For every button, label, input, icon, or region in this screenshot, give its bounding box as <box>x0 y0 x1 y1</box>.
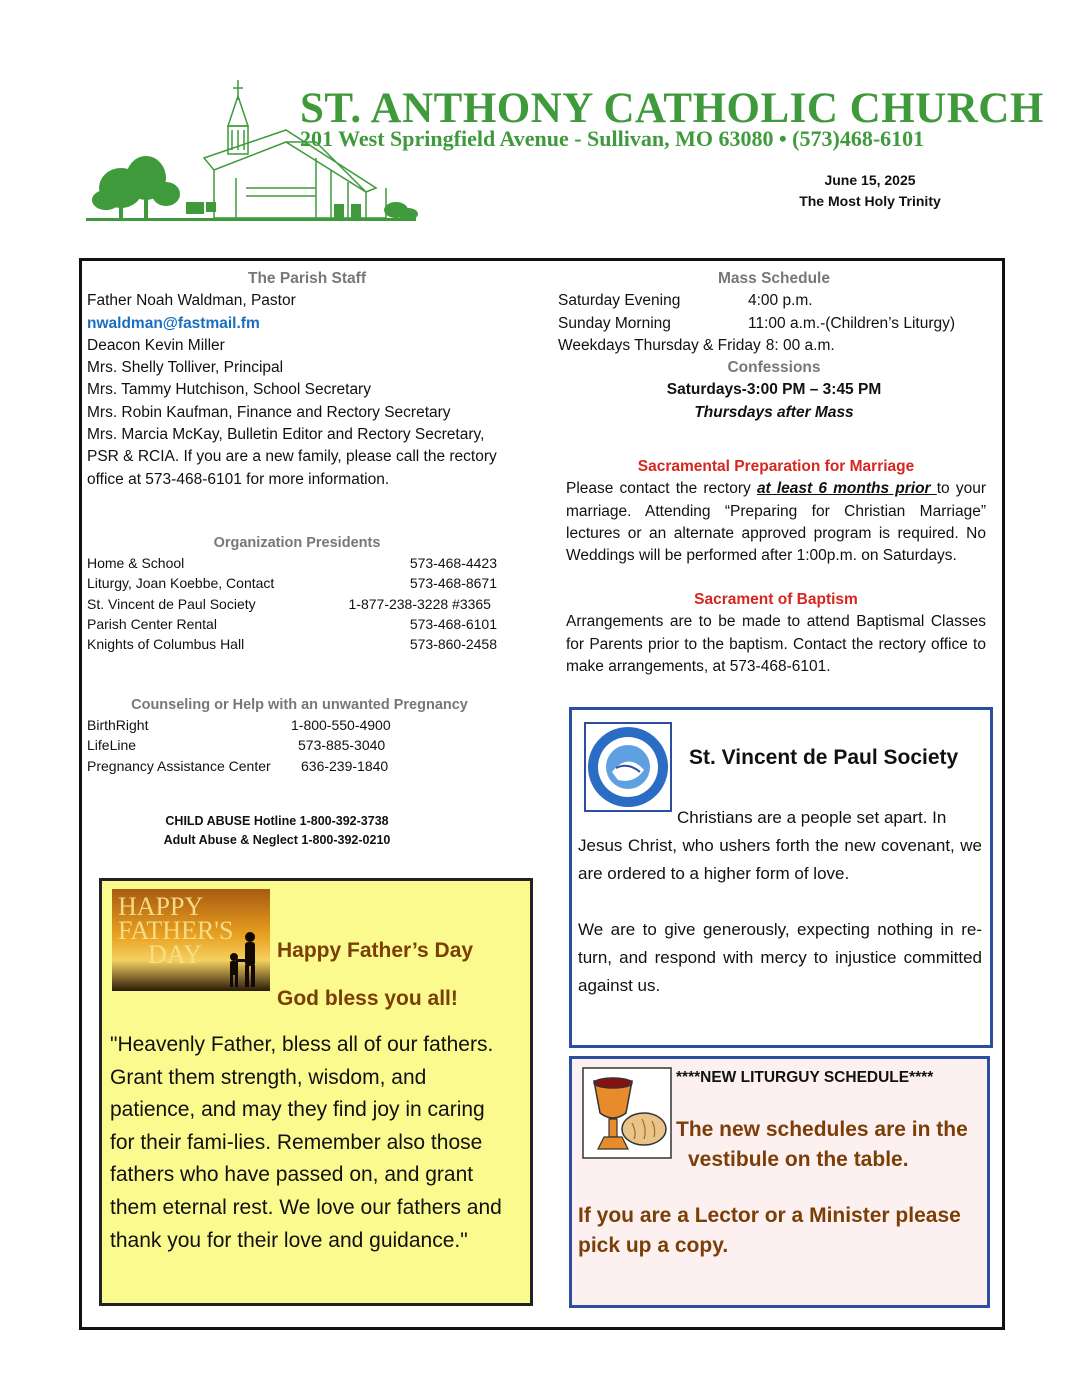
liturgy-schedule-box <box>569 1056 990 1308</box>
liturgy-heading: ****NEW LITURGUY SCHEDULE**** <box>676 1069 934 1086</box>
svdp-paragraph-1: Jesus Christ, who ushers forth the new covenant, we are ordered to a higher form of love. <box>578 836 982 883</box>
staff-heading: The Parish Staff <box>248 270 366 287</box>
organizations-heading: Organization Presidents <box>213 535 381 551</box>
fathers-day-box <box>99 878 533 1306</box>
staff-line: Father Noah Waldman, Pastor <box>87 292 296 310</box>
fathers-day-prayer: "Heavenly Father, bless all of our fathers. Grant them strength, wisdom, and patience, and may they find joy in caring for their fami-lies. Remember also those fathers who have passed on, and grant them eternal rest. We love our fathers and thank you for their love and guidance." <box>110 1033 502 1252</box>
confessions-saturday: Saturdays-3:00 PM – 3:45 PM <box>666 381 882 399</box>
confessions-thursday: Thursdays after Mass <box>694 403 854 421</box>
list-item: Weekdays Thursday & Friday 8: 00 a.m. <box>558 336 835 354</box>
church-address: 201 West Springfield Avenue - Sullivan, MO 63080 • (573)468-6101 <box>300 126 925 151</box>
list-item: Sunday Morning 11:00 a.m.-(Children’s Liturgy) <box>558 314 956 332</box>
baptism-section <box>566 589 986 678</box>
baptism-text: Arrangements are to be made to attend Baptismal Classes for Parents prior to the baptism. Contact the rectory office to make arrangements, at 573-468-6101. <box>566 613 986 675</box>
liturgy-line-2: vestibule on the table. <box>688 1148 909 1171</box>
fathers-day-title: Happy Father’s Day <box>277 939 474 962</box>
list-item: St. Vincent de Paul Society 1-877-238-3228 #3365 <box>87 595 491 612</box>
adult-abuse-hotline: Adult Abuse & Neglect 1-800-392-0210 <box>163 832 391 847</box>
list-item: Parish Center Rental 573-468-6101 <box>87 615 497 632</box>
liturgy-line-1: The new schedules are in the <box>676 1118 968 1141</box>
staff-line: Mrs. Robin Kaufman, Finance and Rectory Secretary <box>87 403 451 421</box>
feast-text: The Most Holy Trinity <box>799 193 941 209</box>
fathers-day-subtitle: God bless you all! <box>277 987 458 1010</box>
staff-line: office at 573-468-6101 for more information. <box>87 470 390 488</box>
church-name: ST. ANTHONY CATHOLIC CHURCH <box>300 85 1044 132</box>
marriage-section <box>566 456 986 567</box>
svdp-box <box>569 707 993 1048</box>
staff-line: Mrs. Tammy Hutchison, School Secretary <box>87 381 371 399</box>
organization-presidents <box>87 533 507 654</box>
staff-line: PSR & RCIA. If you are a new family, please call the rectory <box>87 448 497 466</box>
right-column <box>558 268 990 424</box>
list-item: Saturday Evening 4:00 p.m. <box>558 292 813 310</box>
baptism-heading: Sacrament of Baptism <box>694 591 858 608</box>
svdp-title: St. Vincent de Paul Society <box>689 746 959 769</box>
marriage-text: Please contact the rectory at least 6 months prior to your marriage. Attending “Preparing for Christian Marriage” lectures or an alternate approved program is required. No Weddings will be performed after 1:00p.m. on Saturdays. <box>566 480 986 565</box>
list-item: Liturgy, Joan Koebbe, Contact 573-468-8671 <box>87 575 497 592</box>
list-item: Home & School 573-468-4423 <box>87 555 497 572</box>
liturgy-line-3: If you are a Lector or a Minister please pick up a copy. <box>578 1204 961 1257</box>
bulletin-date <box>780 170 960 212</box>
date-text: June 15, 2025 <box>824 172 916 188</box>
svdp-logo-icon <box>584 722 672 812</box>
abuse-hotlines <box>87 812 467 849</box>
list-item: Pregnancy Assistance Center 636-239-1840 <box>87 757 389 774</box>
list-item: BirthRight 1-800-550-4900 <box>87 717 391 734</box>
marriage-emphasis: at least 6 months prior <box>756 480 937 498</box>
child-abuse-hotline: CHILD ABUSE Hotline 1-800-392-3738 <box>165 814 389 828</box>
pastor-email-link[interactable]: nwaldman@fastmail.fm <box>87 314 260 332</box>
list-item: Knights of Columbus Hall 573-860-2458 <box>87 636 497 653</box>
chalice-bread-icon <box>582 1067 672 1159</box>
svdp-paragraph-2: We are to give generously, expecting nothing in re-turn, and respond with mercy to injustice committed against us. <box>578 920 982 995</box>
staff-line: Deacon Kevin Miller <box>87 336 225 354</box>
father-child-silhouette-icon <box>222 929 268 989</box>
list-item: LifeLine 573-885-3040 <box>87 737 386 754</box>
left-column <box>87 268 537 491</box>
staff-line: Mrs. Shelly Tolliver, Principal <box>87 359 284 377</box>
counseling-section <box>87 695 507 776</box>
svdp-paragraph-first-line: Christians are a people set apart. In <box>677 808 947 827</box>
marriage-heading: Sacramental Preparation for Marriage <box>637 458 915 475</box>
counseling-heading: Counseling or Help with an unwanted Pregnancy <box>131 697 468 713</box>
fathers-day-image: HAPPY FATHER'S DAY <box>112 889 270 991</box>
confessions-heading: Confessions <box>727 359 821 377</box>
mass-schedule-heading: Mass Schedule <box>718 270 830 287</box>
staff-line: Mrs. Marcia McKay, Bulletin Editor and Rectory Secretary, <box>87 426 485 444</box>
